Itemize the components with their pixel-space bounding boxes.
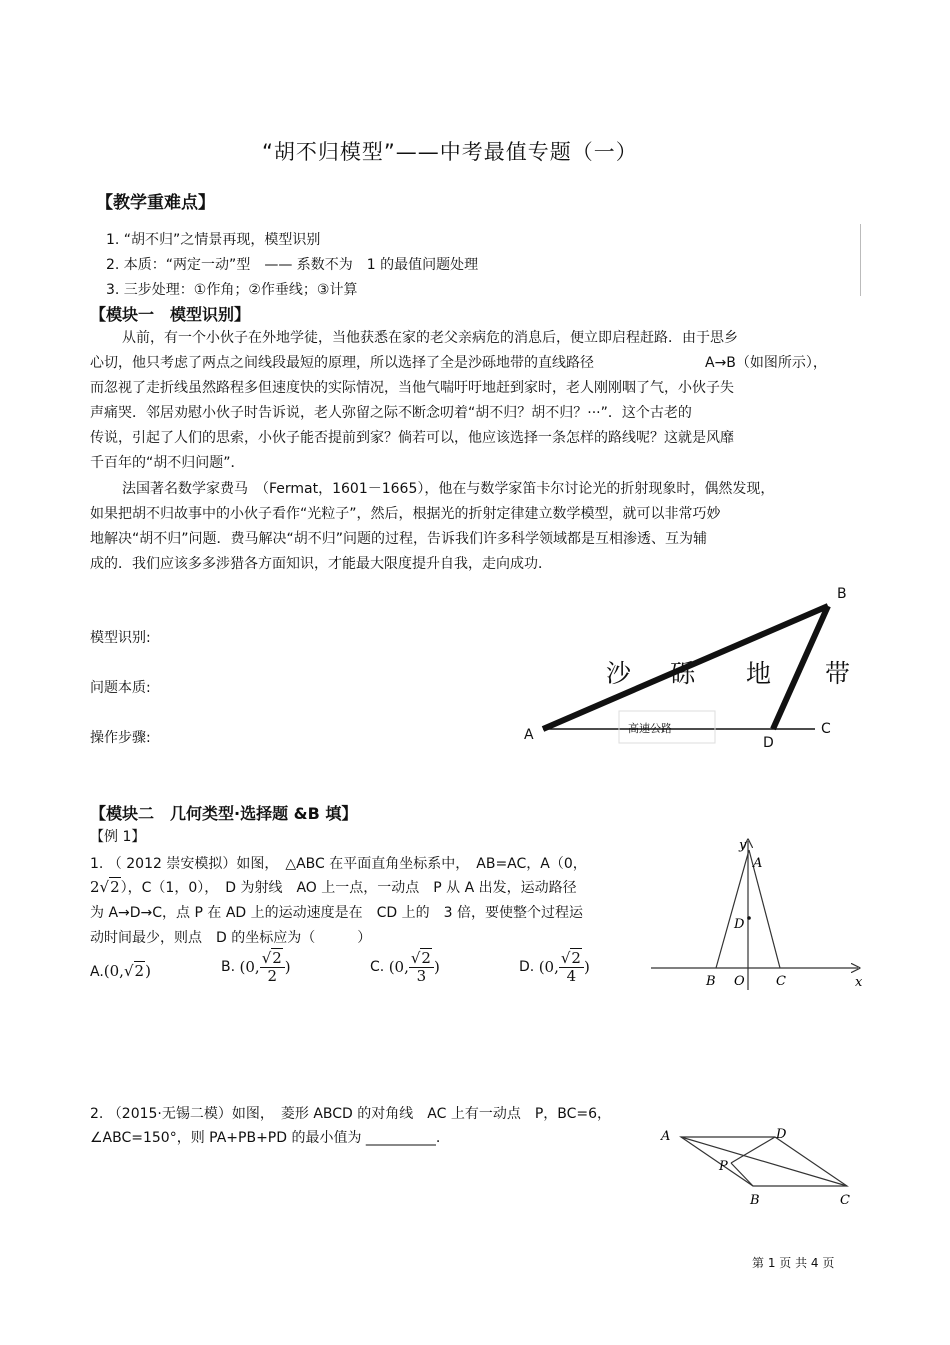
q1-option-c-left: (0, — [388, 958, 409, 976]
q1-option-d-den: 4 — [566, 966, 577, 985]
q1-line-4: 动时间最少，则点 D 的坐标应为（ ） — [90, 930, 372, 946]
sand-char-4: 带 — [825, 659, 851, 688]
q1-option-a-radicand: 2 — [134, 962, 145, 980]
q1-option-b-prefix: B. — [221, 959, 236, 975]
q1-option-d[interactable] — [519, 950, 590, 984]
q1-coef: 2 — [90, 878, 100, 896]
q1-option-a[interactable] — [90, 962, 151, 980]
q1-option-b-fraction: $\frac{√2}{2}$ — [260, 950, 285, 984]
fig2-b-label: B — [706, 974, 716, 989]
story-line-6: 千百年的“胡不归问题”． — [90, 455, 245, 471]
fermat-line-3: 地解决“胡不归”问题．费马解决“胡不归”问题的过程，告诉我们许多科学领域都是互相渗透、互为辅 — [90, 531, 708, 547]
module1-heading: 【模块一 模型识别】 — [90, 305, 251, 324]
q1-figure — [648, 835, 870, 995]
fig1-point-c: C — [821, 721, 831, 737]
fermat-line-4: 成的．我们应该多多涉猎各方面知识，才能最大限度提升自我，走向成功． — [90, 556, 552, 572]
vertical-divider — [860, 224, 861, 296]
q1-line-3: 为 A→D→C，点 P 在 AD 上的运动速度是在 CD 上的 3 倍，要使整个过程运 — [90, 905, 584, 921]
segment-ab — [716, 850, 749, 968]
fig2-d-label: D — [734, 917, 745, 932]
q1-option-c-den: 3 — [416, 966, 427, 985]
point-d-dot — [747, 916, 751, 920]
q1-line-2 — [90, 877, 577, 897]
fig1-point-d: D — [763, 735, 774, 751]
q2-figure — [655, 1122, 865, 1214]
fig2-y-label: y — [739, 838, 747, 853]
model-recognition-label: 模型识别: — [90, 630, 151, 646]
q1-radicand: 2 — [110, 878, 120, 896]
operation-steps-label: 操作步骤: — [90, 730, 151, 746]
q1-option-b-right: ) — [284, 958, 291, 976]
q1-option-a-right: ) — [145, 962, 151, 980]
fig2-o-label: O — [734, 974, 745, 989]
diagonal-ac — [681, 1137, 847, 1186]
q1-option-d-right: ) — [583, 958, 590, 976]
sand-char-2: 砾 — [670, 659, 696, 688]
q1-option-d-num: 2 — [571, 949, 581, 967]
problem-essence-label: 问题本质: — [90, 680, 151, 696]
q1-option-a-prefix: A. — [90, 964, 104, 980]
q1-option-d-prefix: D. — [519, 959, 535, 975]
q1-option-c-prefix: C. — [370, 959, 385, 975]
q1-option-a-left: (0, — [103, 962, 124, 980]
q1-line-1: 1. （ 2012 崇安模拟）如图， △ABC 在平面直角坐标系中， AB=AC，A（0， — [90, 856, 587, 872]
fig3-b-label: B — [750, 1193, 760, 1208]
q1-line-2-text: ），C（1，0）， D 为射线 AO 上一点，一动点 P 从 A 出发，运动路径 — [120, 880, 577, 896]
page-footer: 第 1 页 共 4 页 — [752, 1256, 835, 1270]
module2-heading: 【模块二 几何类型·选择题 &B 填】 — [90, 804, 358, 823]
q1-option-c-right: ) — [433, 958, 440, 976]
q1-option-d-left: (0, — [538, 958, 559, 976]
story-line-2: 心切，他只考虑了两点之间线段最短的原理，所以选择了全是沙砾地带的直线路径 — [90, 355, 594, 371]
key-point-1: 1. “胡不归”之情景再现，模型识别 — [106, 232, 321, 248]
q1-option-c-fraction: $\frac{√2}{3}$ — [409, 950, 434, 984]
q2-line-2: ∠ABC=150°，则 PA+PB+PD 的最小值为 __________. — [90, 1130, 441, 1146]
fig3-p-label: P — [719, 1159, 728, 1174]
q1-option-d-fraction: $\frac{√2}{4}$ — [559, 950, 584, 984]
page-title: “胡不归模型”——中考最值专题（一） — [262, 140, 638, 164]
segment-pd — [731, 1137, 775, 1163]
q1-option-c[interactable] — [370, 950, 440, 984]
sand-char-1: 沙 — [606, 659, 632, 688]
story-line-2-path: A→B（如图所示）， — [705, 355, 827, 371]
fig1-point-a: A — [524, 727, 534, 743]
key-points-heading: 【教学重难点】 — [96, 193, 215, 213]
story-line-5: 传说，引起了人们的思索，小伙子能否提前到家？倘若可以，他应该选择一条怎样的路线呢？这就是风靡 — [90, 430, 734, 446]
sand-char-3: 地 — [746, 659, 772, 688]
fermat-line-1: 法国著名数学家费马 （Fermat，1601－1665），他在与数学家笛卡尔讨论光的折射现象时，偶然发现， — [122, 481, 775, 497]
q1-option-b-den: 2 — [267, 966, 278, 985]
road-label: 高速公路 — [628, 722, 672, 735]
fig2-a-label: A — [753, 856, 763, 871]
q1-sqrt: √2 — [99, 878, 120, 896]
fig3-d-label: D — [776, 1127, 787, 1142]
key-point-3: 3. 三步处理：①作角；②作垂线；③计算 — [106, 282, 358, 298]
story-line-1: 从前，有一个小伙子在外地学徒，当他获悉在家的老父亲病危的消息后，便立即启程赶路．由于思乡 — [122, 330, 738, 346]
segment-pb — [731, 1163, 753, 1186]
fig2-x-label: x — [855, 975, 863, 990]
example-label: 【例 1】 — [90, 829, 146, 845]
story-line-3: 而忽视了走折线虽然路程多但速度快的实际情况，当他气喘吁吁地赶到家时，老人刚刚咽了气，小伙子失 — [90, 380, 734, 396]
fig3-c-label: C — [840, 1193, 850, 1208]
fig3-a-label: A — [661, 1129, 671, 1144]
fig1-point-b: B — [837, 586, 847, 602]
q1-option-b[interactable] — [221, 950, 291, 984]
fermat-line-2: 如果把胡不归故事中的小伙子看作“光粒子”，然后，根据光的折射定律建立数学模型，就可以非常巧妙 — [90, 506, 721, 522]
q1-option-a-sqrt: √2 — [123, 962, 145, 980]
fig2-c-label: C — [776, 974, 786, 989]
q1-option-c-num: 2 — [421, 949, 431, 967]
q2-line-1: 2. （2015·无锡二模）如图， 菱形 ABCD 的对角线 AC 上有一动点 P，BC=6， — [90, 1106, 612, 1122]
q1-option-b-num: 2 — [272, 949, 282, 967]
q1-option-b-left: (0, — [239, 958, 260, 976]
story-line-4: 声痛哭．邻居劝慰小伙子时告诉说，老人弥留之际不断念叨着“胡不归？胡不归？···”．这个古老的 — [90, 405, 692, 421]
key-point-2: 2. 本质：“两定一动”型 —— 系数不为 1 的最值问题处理 — [106, 257, 479, 273]
